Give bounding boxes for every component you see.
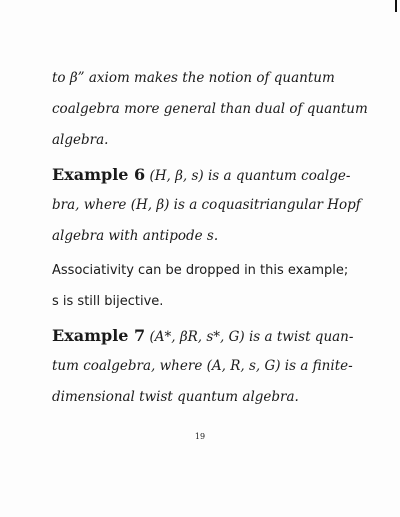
text-line: algebra. — [52, 132, 109, 148]
paragraph-associativity — [52, 255, 364, 317]
example-6-text: (H, β, s) is a quantum coalge- — [145, 168, 351, 184]
edge-mark — [395, 0, 397, 12]
example-6-label: Example 6 — [52, 165, 146, 184]
example-6 — [52, 159, 364, 252]
example-6-line-1 — [52, 159, 364, 190]
example-7-label: Example 7 — [52, 326, 146, 345]
page-number: 19 — [194, 432, 206, 441]
example-6-line-2: bra, where (H, β) is a coquasitriangular Hopf — [52, 197, 361, 213]
text-line: to β” axiom makes the notion of quantum — [52, 70, 335, 86]
text-line: s is still bijective. — [52, 294, 164, 309]
example-7-line-3: dimensional twist quantum algebra. — [52, 389, 299, 405]
paragraph-quantum-coalgebra-note — [52, 63, 368, 156]
text-line: Associativity can be dropped in this example; — [52, 263, 349, 278]
text-line: coalgebra more general than dual of quantum — [52, 101, 368, 117]
example-7 — [52, 320, 364, 413]
example-7-line-1 — [52, 320, 364, 351]
example-6-line-3: algebra with antipode s. — [52, 228, 219, 244]
example-7-text: (A*, βR, s*, G) is a twist quan- — [145, 329, 354, 345]
example-7-line-2: tum coalgebra, where (A, R, s, G) is a finite- — [52, 358, 353, 374]
